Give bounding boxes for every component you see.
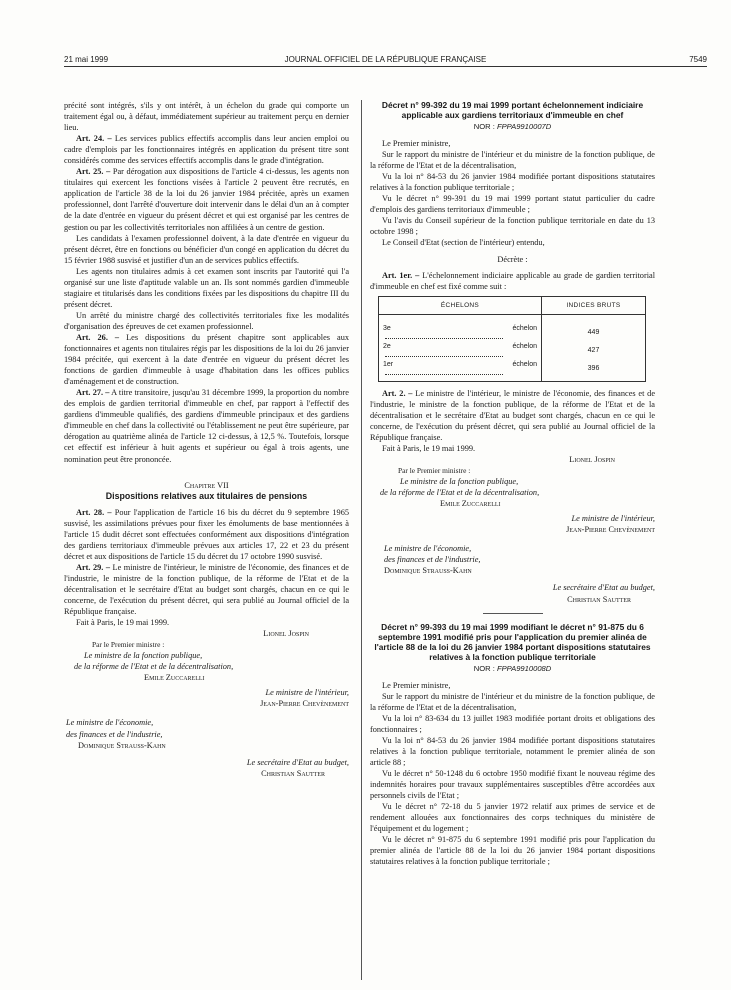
table-header: INDICES BRUTS	[542, 296, 646, 314]
article-1: Art. 1er. – L'échelonnement indiciaire applicable au grade de gardien territorial d'immeuble en chef est fixé comme suit :	[370, 270, 655, 291]
paragraph: Vu le décret n° 50-1248 du 6 octobre 1950 modifié fixant le nouveau régime des indemnités horaires pour travaux supplémentaires susceptibles d'être accordées aux personnels civils de l'Etat ;	[370, 768, 655, 801]
decrete: Décrète :	[497, 254, 528, 264]
paragraph: Le Premier ministre,	[382, 139, 451, 149]
signature-date: Fait à Paris, le 19 mai 1999.	[76, 618, 170, 628]
paragraph: Le Premier ministre,	[382, 680, 451, 690]
signature-strauss-kahn: Dominique Strauss-Kahn	[78, 740, 166, 750]
article-27: Art. 27. – A titre transitoire, jusqu'au 31 décembre 1999, la proportion du nombre des emplois de gardien territorial d'immeuble en chef, par rapport à l'effectif des gardiens d'immeuble qualifiés, des gardiens d'immeuble principaux et des gardiens d'immeuble en chef dans la collectivité ou l'établissement ne peut être supérieure, par dérogation au quatrième alinéa de l'article 12 ci-dessus, à 12,5 %. Toutefois, lorsque cet effectif est inférieur à huit agents et supérieur ou égal à trois agents, une nomination peut être prononcée.	[64, 388, 349, 464]
ministre-fonction-publique: Le ministre de la fonction publique, de la réforme de l'Etat et de la décentralisation,	[74, 651, 234, 672]
par-premier-ministre: Par le Premier ministre :	[398, 466, 471, 476]
signature-zuccarelli: Emile Zuccarelli	[144, 673, 205, 683]
chapter-title: Dispositions relatives aux titulaires de pensions	[105, 490, 308, 501]
paragraph: Les agents non titulaires admis à cet examen sont inscrits par l'autorité qui l'a organisé sur une liste d'aptitude valable un an. Ils sont nommés gardien d'immeuble stagiaire et titularisés dans les conditions fixées par les dispositions du chapitre III du présent décret.	[64, 266, 349, 309]
nor-reference: NOR : FPPA9910008D	[473, 663, 552, 673]
left-column	[64, 100, 349, 779]
article-25: Art. 25. – Par dérogation aux dispositions de l'article 4 ci-dessus, les agents non titulaires qui exercent les fonctions visées à l'article 2 peuvent être recrutés, en application de l'article 38 de la loi du 26 janvier 1984 précitée, après un examen professionnel, dont l'arrêté d'ouverture doit intervenir dans le délai d'un an à compter de la date d'entrée en vigueur du présent décret et qui est organisé par les centres de gestion ou par les collectivités territoriales non affiliées à un centre de gestion.	[64, 167, 350, 232]
paragraph: Un arrêté du ministre chargé des collectivités territoriales fixe les modalités d'organisation des épreuves de cet examen professionnel.	[64, 310, 349, 331]
column-divider	[361, 100, 362, 980]
signature-premier-ministre: Lionel Jospin	[263, 629, 309, 639]
par-premier-ministre: Par le Premier ministre :	[92, 640, 165, 650]
header-page-number: 7549	[689, 55, 707, 64]
paragraph: Sur le rapport du ministre de l'intérieur et du ministre de la fonction publique, de la réforme de l'Etat et de la décentralisation,	[370, 691, 655, 712]
secretaire-budget: Le secrétaire d'Etat au budget,	[246, 757, 349, 767]
signature-date: Fait à Paris, le 19 mai 1999.	[382, 443, 476, 453]
separator	[483, 613, 543, 614]
table-row: 3e échelon 449	[379, 324, 646, 342]
paragraph: Vu le décret n° 72-18 du 5 janvier 1972 relatif aux primes de service et de rendement allouées aux fonctionnaires des corps techniques du ministère de l'équipement et du logement ;	[370, 802, 655, 834]
header-journal-title: JOURNAL OFFICIEL DE LA RÉPUBLIQUE FRANÇAISE	[284, 55, 487, 64]
signature-zuccarelli: Emile Zuccarelli	[440, 499, 501, 509]
paragraph: Vu l'avis du Conseil supérieur de la fonction publique territoriale en date du 13 octobre 1998 ;	[370, 216, 655, 237]
paragraph: Vu le décret n° 99-391 du 19 mai 1999 portant statut particulier du cadre d'emplois des gardiens territoriaux d'immeuble ;	[370, 194, 655, 215]
paragraph: Vu la loi n° 84-53 du 26 janvier 1984 modifiée portant dispositions statutaires relatives à la fonction publique territoriale ;	[370, 172, 655, 193]
header-date: 21 mai 1999	[64, 55, 109, 64]
article-26: Art. 26. – Les dispositions du présent chapitre sont applicables aux fonctionnaires et agents non titulaires régis par les dispositions de la loi du 26 janvier 1984 précitée, qui exercent à la date d'entrée en vigueur du présent décret les fonctions de gardien d'immeuble à usage d'habitation dans les offices publics d'aménagement et de construction.	[64, 332, 349, 387]
signature-chevenement: Jean-Pierre Chevènement	[260, 699, 349, 709]
paragraph: Vu la loi n° 84-53 du 26 janvier 1984 modifiée portant dispositions statutaires relatives à la fonction publique territoriale, notamment le premier alinéa de son article 88 ;	[370, 735, 655, 767]
signature-sautter: Christian Sautter	[567, 594, 631, 604]
paragraph: Le Conseil d'Etat (section de l'intérieur) entendu,	[382, 238, 545, 248]
right-column	[370, 100, 655, 867]
chapter-heading: Chapitre VII	[184, 480, 229, 490]
article-24: Art. 24. – Les services publics effectifs accomplis dans leur ancien emploi ou cadre d'emplois par les fonctionnaires intégrés en application du présent titre sont considérés comme des services effectifs accomplis dans le grade d'intégration.	[64, 134, 349, 166]
signature-premier-ministre: Lionel Jospin	[569, 454, 615, 464]
signature-sautter: Christian Sautter	[261, 768, 325, 778]
decree-99-393-title: Décret n° 99-393 du 19 mai 1999 modifiant le décret n° 91-875 du 6 septembre 1991 modifié pris pour l'application du premier alinéa de l'article 88 de la loi du 26 janvier 1984 portant dispositions statutaires relatives à la fonction publique territoriale	[374, 621, 651, 662]
ministre-fonction-publique: Le ministre de la fonction publique, de la réforme de l'Etat et de la décentralisation,	[380, 477, 540, 498]
paragraph: Vu le décret n° 91-875 du 6 septembre 1991 modifié pris pour l'application du premier alinéa de l'article 88 de la loi du 26 janvier 1984 portant dispositions statutaires relatives à la fonction publique territoriale ;	[370, 835, 655, 867]
ministre-economie: Le ministre de l'économie, des finances et de l'industrie,	[384, 544, 481, 565]
paragraph: Vu la loi n° 83-634 du 13 juillet 1983 modifiée portant droits et obligations des fonctionnaires ;	[370, 713, 655, 734]
article-2: Art. 2. – Le ministre de l'intérieur, le ministre de l'économie, des finances et de l'industrie, le ministre de la fonction publique, de la réforme de l'Etat et de la décentralisation et le secrétaire d'Etat au budget sont chargés, chacun en ce qui le concerne, de l'exécution du présent décret, qui sera publié au Journal officiel de la République française.	[370, 388, 656, 442]
decree-99-392-title: Décret n° 99-392 du 19 mai 1999 portant échelonnement indiciaire applicable aux gardiens territoriaux d'immeuble en chef	[381, 100, 644, 120]
ministre-interieur: Le ministre de l'intérieur,	[571, 514, 655, 524]
nor-reference: NOR : FPPA9910007D	[473, 122, 552, 131]
paragraph: Les candidats à l'examen professionnel doivent, à la date d'entrée en vigueur du présent décret, être en fonctions ou bénéficier d'un congé en application du décret du 15 février 1988 susvisé et justifier d'un an de services publics effectifs.	[64, 233, 349, 265]
table-row: 1er échelon 396	[379, 360, 646, 382]
signature-strauss-kahn: Dominique Strauss-Kahn	[384, 566, 472, 576]
secretaire-budget: Le secrétaire d'Etat au budget,	[552, 583, 655, 593]
table-header: ÉCHELONS	[379, 296, 542, 314]
article-28: Art. 28. – Pour l'application de l'article 16 bis du décret du 9 septembre 1965 susvisé, les assimilations prévues pour fixer les émoluments de base mentionnées à l'article 15 dudit décret sont effectuées conformément aux dispositions d'intégration des gardiens territoriaux d'immeuble prévues aux articles 17, 22 et 23 du présent décret et aux dispositions de l'article 15 du décret du 17 octobre 1990 susvisé.	[64, 507, 349, 561]
header-rule	[64, 66, 707, 67]
table-row: 2e échelon 427	[379, 342, 646, 360]
paragraph: précité sont intégrés, s'ils y ont intérêt, à un échelon du grade qui comporte un traitement égal ou, à défaut, immédiatement supérieur au traitement perçu en dernier lieu.	[64, 101, 349, 133]
article-29: Art. 29. – Le ministre de l'intérieur, le ministre de l'économie, des finances et de l'industrie, le ministre de la fonction publique, de la réforme de l'Etat et de la décentralisation et le secrétaire d'Etat au budget sont chargés, chacun en ce qui le concerne, de l'exécution du présent décret, qui sera publié au Journal officiel de la République française.	[64, 562, 349, 617]
signature-chevenement: Jean-Pierre Chevènement	[566, 525, 655, 535]
ministre-interieur: Le ministre de l'intérieur,	[265, 688, 349, 698]
ministre-economie: Le ministre de l'économie, des finances et de l'industrie,	[66, 718, 163, 739]
paragraph: Sur le rapport du ministre de l'intérieur et du ministre de la fonction publique, de la réforme de l'Etat et de la décentralisation,	[370, 150, 655, 171]
echelons-table	[378, 296, 646, 382]
